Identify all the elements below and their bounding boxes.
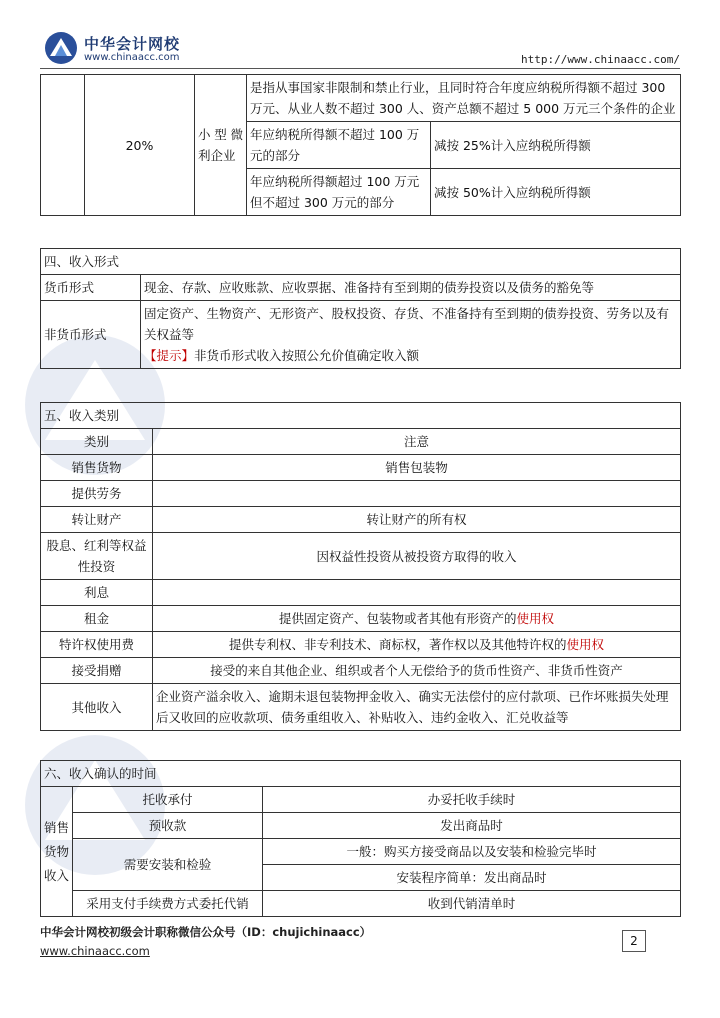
form-label: 非货币形式: [41, 301, 141, 369]
group-label: 销售货物收入: [41, 787, 73, 917]
form-text-cell: [141, 301, 681, 369]
category-label: 其他收入: [41, 684, 153, 731]
income-condition: 年应纳税所得额不超过 100 万元的部分: [247, 122, 431, 169]
method-label: 需要安装和检验: [73, 839, 263, 891]
category-note-cell: [153, 606, 681, 632]
income-rule: 减按 50%计入应纳税所得额: [431, 169, 681, 216]
category-label: 股息、红利等权益性投资: [41, 533, 153, 580]
footer-wechat-text: 中华会计网校初级会计职称微信公众号（ID：chujichinaacc）: [40, 925, 372, 939]
method-label: 采用支付手续费方式委托代销: [73, 891, 263, 917]
highlight-term: 使用权: [566, 637, 605, 652]
income-rule: 减按 25%计入应纳税所得额: [431, 122, 681, 169]
enterprise-definition: 是指从事国家非限制和禁止行业，且同时符合年度应纳税所得额不超过 300 万元、从业人数不超过 300 人、资产总额不超过 5 000 万元三个条件的企业: [247, 75, 681, 122]
header-url-link[interactable]: http://www.chinaacc.com/: [521, 53, 680, 66]
category-label: 利息: [41, 580, 153, 606]
highlight-term: 使用权: [516, 611, 555, 626]
recognition-time: 收到代销清单时: [263, 891, 681, 917]
form-text: 现金、存款、应收账款、应收票据、准备持有至到期的债券投资以及债务的豁免等: [141, 275, 681, 301]
category-note: 提供固定资产、包装物或者其他有形资产的: [278, 611, 517, 626]
tip-tag: 【提示】: [144, 348, 195, 363]
method-label: 预收款: [73, 813, 263, 839]
recognition-time: 办妥托收手续时: [263, 787, 681, 813]
footer-url-link[interactable]: www.chinaacc.com: [40, 944, 150, 958]
category-note-cell: [153, 632, 681, 658]
recognition-time: 发出商品时: [263, 813, 681, 839]
section-title: 四、收入形式: [41, 249, 681, 275]
column-header: 类别: [41, 429, 153, 455]
tax-rate: 20%: [85, 75, 195, 216]
blank-cell: [41, 75, 85, 216]
brand-name-cn: 中华会计网校: [84, 35, 181, 53]
enterprise-category: 小型微利企业: [195, 75, 247, 216]
form-label: 货币形式: [41, 275, 141, 301]
category-note: 接受的来自其他企业、组织或者个人无偿给予的货币性资产、非货币性资产: [153, 658, 681, 684]
category-note: 因权益性投资从被投资方取得的收入: [153, 533, 681, 580]
tip-line: [144, 345, 677, 366]
method-label: 托收承付: [73, 787, 263, 813]
small-enterprise-table: [40, 74, 681, 216]
page-header: [0, 0, 720, 70]
category-label: 销售货物: [41, 455, 153, 481]
income-condition: 年应纳税所得额超过 100 万元但不超过 300 万元的部分: [247, 169, 431, 216]
chinaacc-logo-icon: [44, 31, 78, 65]
header-divider: [40, 68, 680, 69]
category-label: 转让财产: [41, 507, 153, 533]
category-label: 接受捐赠: [41, 658, 153, 684]
category-note: 企业资产溢余收入、逾期未退包装物押金收入、确实无法偿付的应付款项、已作坏账损失处理后又收回的应收款项、债务重组收入、补贴收入、违约金收入、汇兑收益等: [153, 684, 681, 731]
section-title: 五、收入类别: [41, 403, 681, 429]
category-note: 转让财产的所有权: [153, 507, 681, 533]
category-note: [153, 481, 681, 507]
category-label: 特许权使用费: [41, 632, 153, 658]
footer-divider: [40, 916, 650, 917]
tip-text: 非货币形式收入按照公允价值确定收入额: [194, 348, 420, 363]
category-note: 提供专利权、非专利技术、商标权，著作权以及其他特许权的: [228, 637, 567, 652]
category-label: 租金: [41, 606, 153, 632]
income-categories-table: [40, 402, 681, 731]
form-text: 固定资产、生物资产、无形资产、股权投资、存货、不准备持有至到期的债券投资、劳务以及有关权益等: [144, 306, 670, 342]
recognition-time: 安装程序简单：发出商品时: [263, 865, 681, 891]
recognition-time: 一般：购买方接受商品以及安装和检验完毕时: [263, 839, 681, 865]
page-number: 2: [622, 930, 646, 952]
section-title: 六、收入确认的时间: [41, 761, 681, 787]
brand-url[interactable]: www.chinaacc.com: [84, 52, 180, 63]
category-note: [153, 580, 681, 606]
category-label: 提供劳务: [41, 481, 153, 507]
income-forms-table: [40, 248, 681, 369]
income-recognition-table: [40, 760, 681, 917]
column-header: 注意: [153, 429, 681, 455]
category-note: 销售包装物: [153, 455, 681, 481]
